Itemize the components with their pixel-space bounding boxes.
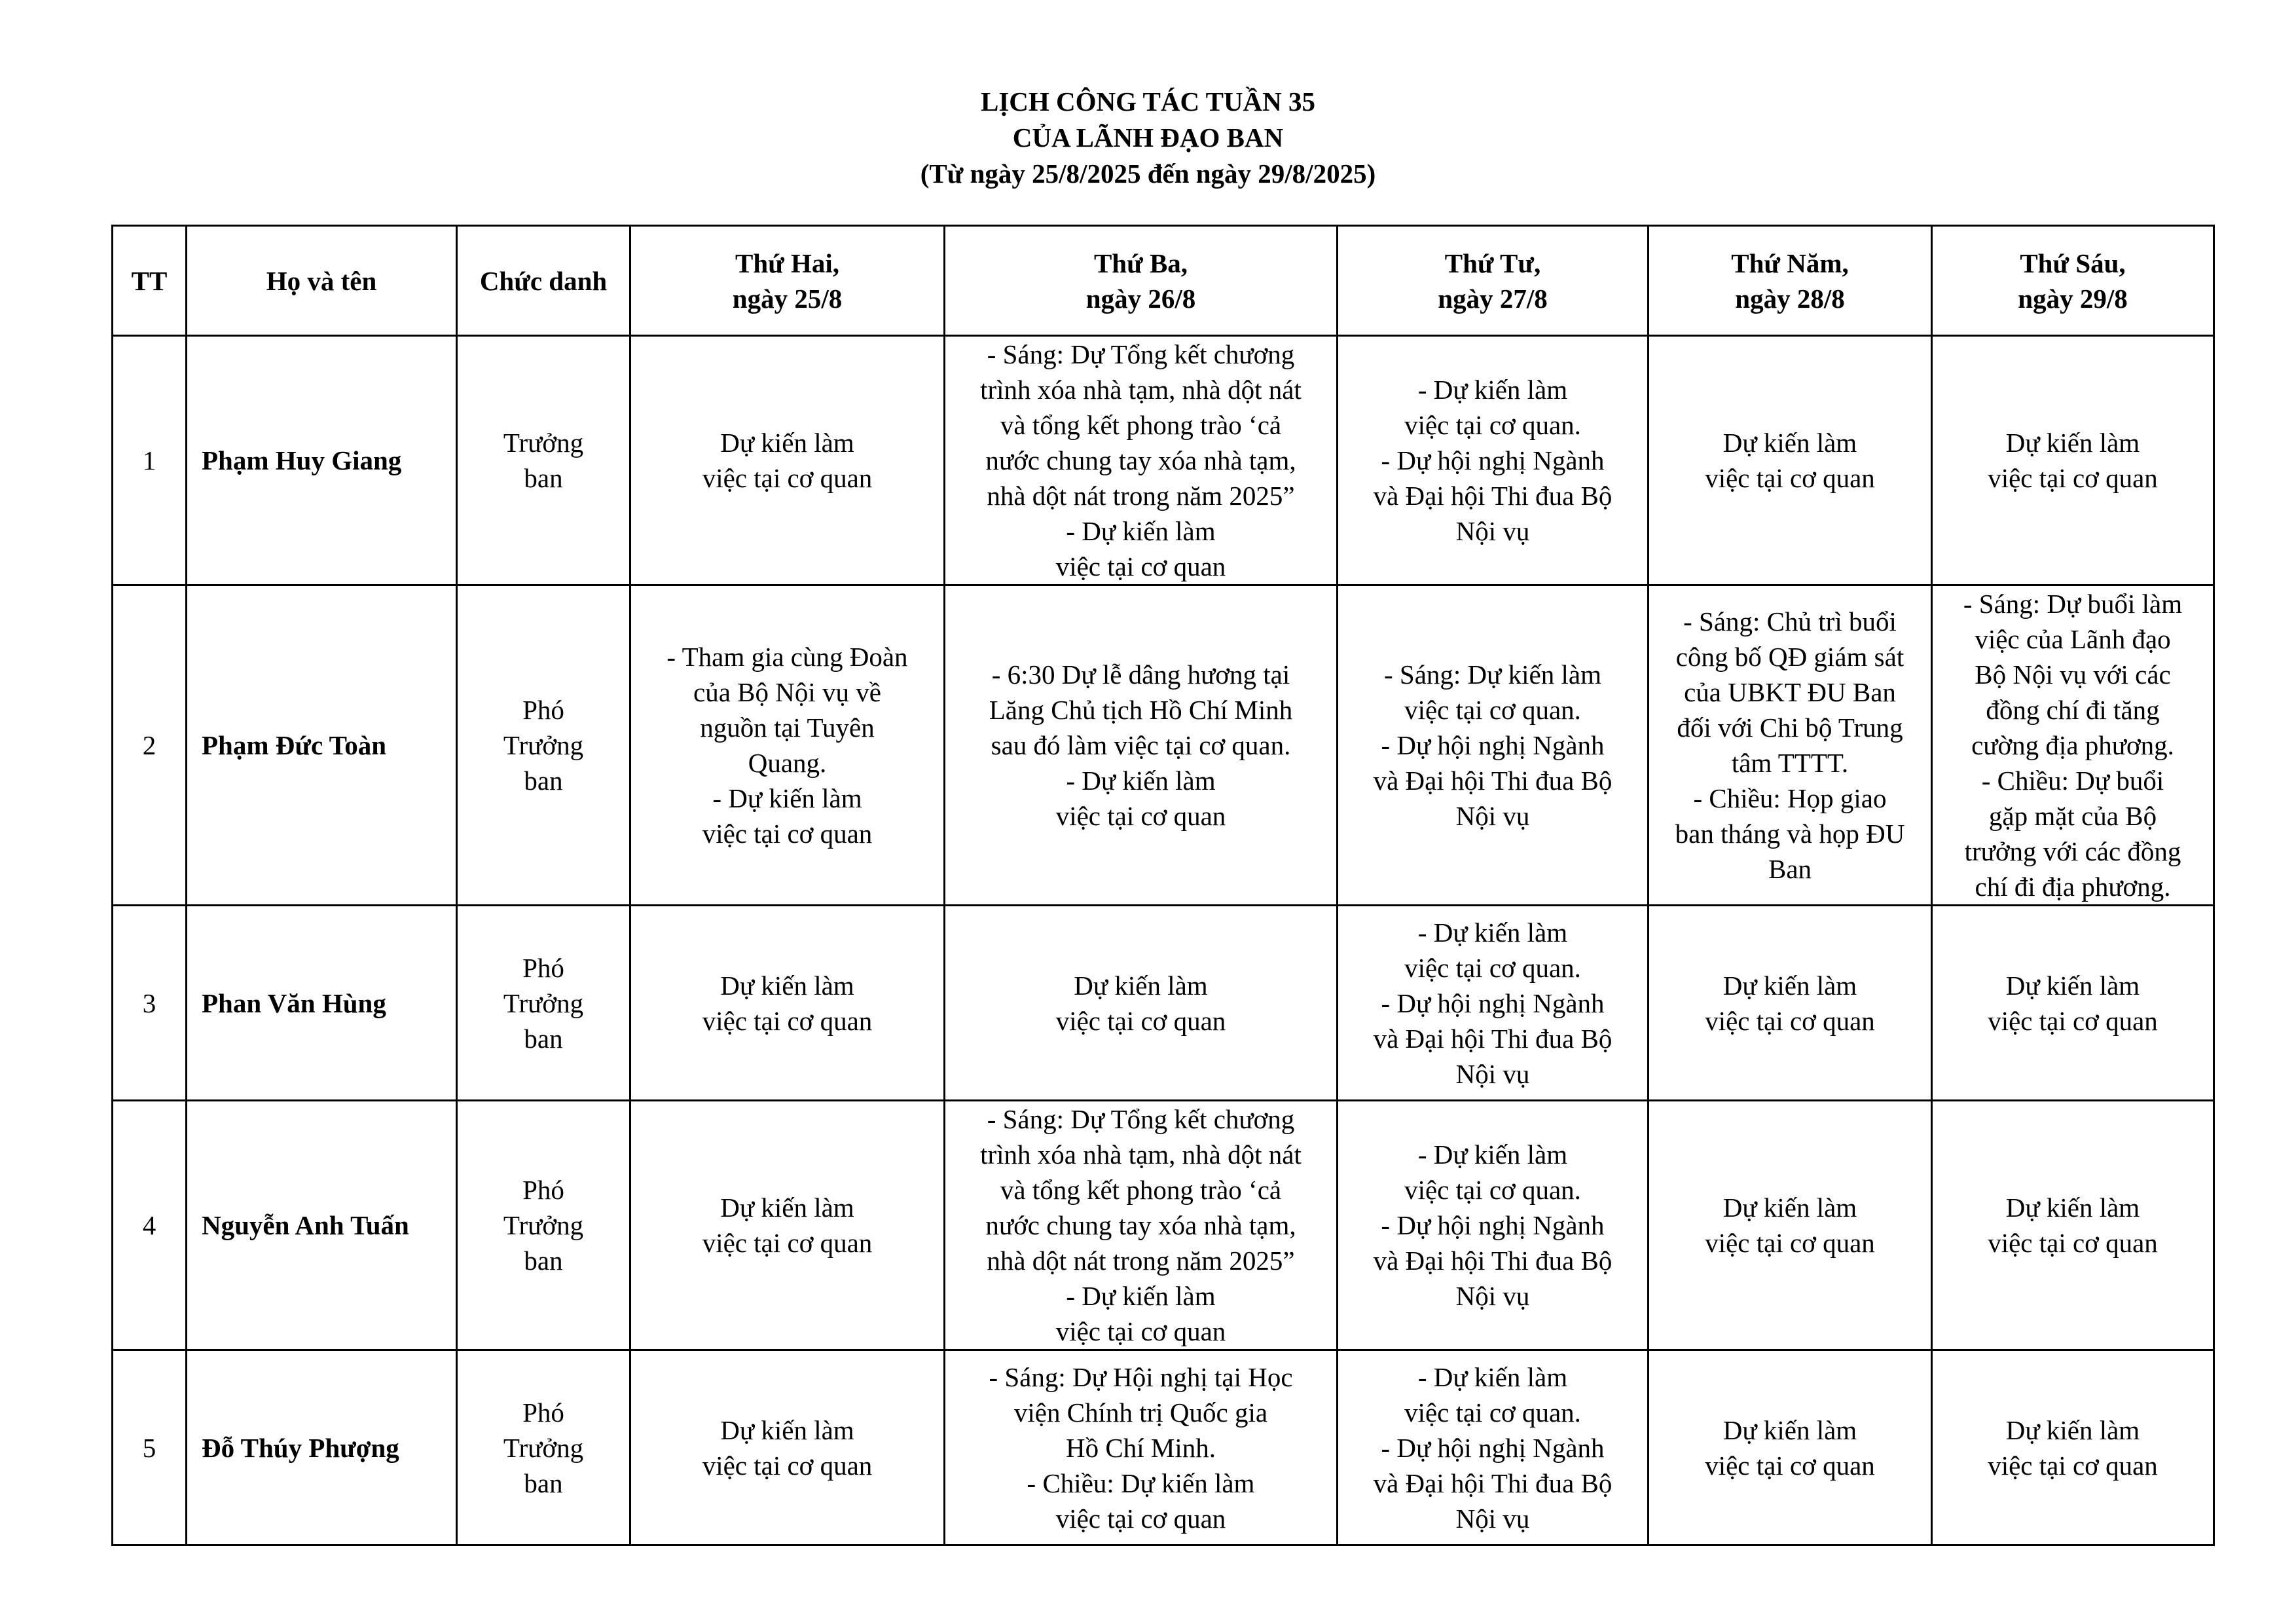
header-text: ngày 26/8: [1085, 283, 1196, 314]
schedule-text: Hồ Chí Minh.: [1066, 1432, 1216, 1463]
header-text: Thứ Hai,: [735, 248, 840, 278]
schedule-text: và Đại hội Thi đua Bộ: [1373, 1023, 1613, 1054]
header-col-friday: [1932, 226, 2214, 336]
schedule-text: việc tại cơ quan.: [1404, 695, 1581, 725]
schedule-text: Ban: [1768, 854, 1812, 884]
schedule-text: trưởng với các đồng: [1964, 836, 2181, 866]
schedule-text: - Dự kiến làm: [1066, 516, 1216, 546]
schedule-text: việc tại cơ quan: [1055, 1503, 1226, 1534]
table-row: [113, 336, 2214, 585]
schedule-text: công bố QĐ giám sát: [1675, 642, 1904, 672]
schedule-cell-friday: [1932, 906, 2214, 1101]
schedule-text: nhà dột nát trong năm 2025”: [987, 1246, 1295, 1276]
schedule-text: việc tại cơ quan: [1705, 1228, 1875, 1258]
schedule-text: - Sáng: Chủ trì buổi: [1683, 606, 1897, 637]
header-col-monday: [630, 226, 945, 336]
schedule-text: - Dự hội nghị Ngành: [1381, 987, 1605, 1018]
schedule-text: của Bộ Nội vụ về: [693, 677, 881, 707]
schedule-text: việc tại cơ quan: [702, 1005, 873, 1036]
schedule-text: Dự kiến làm: [2005, 1414, 2140, 1445]
table-row: [113, 906, 2214, 1101]
header-col-tuesday: [945, 226, 1338, 336]
row-number: 3: [113, 906, 187, 1101]
header-col-thursday: [1649, 226, 1932, 336]
schedule-text: Bộ Nội vụ với các: [1975, 659, 2171, 690]
title-text: Trưởng: [503, 1432, 584, 1463]
schedule-text: - 6:30 Dự lễ dâng hương tại: [991, 659, 1290, 690]
schedule-text: - Dự hội nghị Ngành: [1381, 445, 1605, 475]
schedule-text: Nội vụ: [1455, 1281, 1530, 1311]
schedule-cell-monday: [630, 585, 945, 906]
row-number: 2: [113, 585, 187, 906]
schedule-text: Quang.: [748, 748, 827, 778]
schedule-text: - Dự kiến làm: [1417, 917, 1568, 948]
schedule-text: và Đại hội Thi đua Bộ: [1373, 1246, 1613, 1276]
header-text: Thứ Sáu,: [2020, 248, 2126, 278]
title-text: ban: [524, 463, 563, 493]
schedule-text: - Sáng: Dự Hội nghị tại Học: [989, 1361, 1293, 1392]
date-range: (Từ ngày 25/8/2025 đến ngày 29/8/2025): [920, 158, 1376, 189]
schedule-text: việc tại cơ quan.: [1404, 1397, 1581, 1428]
schedule-text: và Đại hội Thi đua Bộ: [1373, 1467, 1613, 1498]
schedule-text: ban tháng và họp ĐU: [1675, 819, 1905, 849]
schedule-text: - Sáng: Dự buổi làm: [1963, 589, 2183, 619]
schedule-text: - Chiều: Họp giao: [1693, 783, 1887, 813]
schedule-cell-wednesday: [1338, 1350, 1649, 1545]
schedule-text: nước chung tay xóa nhà tạm,: [985, 445, 1296, 475]
header-text: Họ và tên: [266, 265, 377, 296]
schedule-text: trình xóa nhà tạm, nhà dột nát: [980, 375, 1302, 405]
table-body: [113, 336, 2214, 1545]
schedule-text: Dự kiến làm: [720, 1192, 854, 1223]
schedule-text: việc tại cơ quan.: [1404, 410, 1581, 440]
schedule-text: của UBKT ĐU Ban: [1684, 677, 1896, 707]
schedule-text: Dự kiến làm: [2005, 428, 2140, 458]
person-title: [457, 1350, 630, 1545]
schedule-text: nước chung tay xóa nhà tạm,: [985, 1210, 1296, 1240]
person-name: Nguyễn Anh Tuấn: [187, 1101, 457, 1350]
header-text: ngày 29/8: [2018, 283, 2128, 314]
schedule-text: - Dự kiến làm: [1066, 766, 1216, 796]
schedule-cell-thursday: [1649, 906, 1932, 1101]
person-title: [457, 906, 630, 1101]
schedule-text: và tổng kết phong trào ‘cả: [1000, 410, 1282, 440]
schedule-text: Lăng Chủ tịch Hồ Chí Minh: [989, 695, 1293, 725]
schedule-text: - Dự hội nghị Ngành: [1381, 1210, 1605, 1240]
schedule-text: và tổng kết phong trào ‘cả: [1000, 1175, 1282, 1205]
title-text: Trưởng: [503, 730, 584, 760]
schedule-cell-wednesday: [1338, 336, 1649, 585]
schedule-text: việc tại cơ quan: [702, 819, 873, 849]
schedule-cell-monday: [630, 1350, 945, 1545]
header-col-wednesday: [1338, 226, 1649, 336]
schedule-text: - Sáng: Dự kiến làm: [1384, 659, 1601, 690]
header-text: ngày 25/8: [732, 283, 843, 314]
schedule-text: việc tại cơ quan: [1705, 1005, 1875, 1036]
schedule-text: Dự kiến làm: [2005, 1192, 2140, 1223]
schedule-text: - Dự kiến làm: [1417, 375, 1568, 405]
schedule-text: việc tại cơ quan: [1705, 463, 1875, 493]
schedule-text: - Dự kiến làm: [712, 783, 862, 813]
schedule-text: việc tại cơ quan: [1055, 801, 1226, 831]
schedule-cell-wednesday: [1338, 906, 1649, 1101]
row-number: 4: [113, 1101, 187, 1350]
schedule-text: Nội vụ: [1455, 801, 1530, 831]
schedule-text: Dự kiến làm: [2005, 970, 2140, 1001]
schedule-cell-tuesday: [945, 585, 1338, 906]
schedule-text: việc tại cơ quan: [1988, 463, 2158, 493]
header-text: Thứ Ba,: [1093, 248, 1188, 278]
schedule-text: Dự kiến làm: [720, 970, 854, 1001]
schedule-text: cường địa phương.: [1971, 730, 2174, 760]
title-text: Trưởng: [503, 987, 584, 1018]
row-number: 5: [113, 1350, 187, 1545]
schedule-text: tâm TTTT.: [1731, 748, 1849, 778]
schedule-cell-thursday: [1649, 1101, 1932, 1350]
person-title: [457, 336, 630, 585]
schedule-cell-tuesday: [945, 336, 1338, 585]
header-text: Thứ Năm,: [1731, 248, 1849, 278]
schedule-text: đồng chí đi tăng: [1986, 695, 2160, 725]
header-text: Chức danh: [479, 265, 608, 296]
schedule-subtitle: CỦA LÃNH ĐẠO BAN: [1012, 122, 1284, 153]
schedule-text: việc tại cơ quan: [1988, 1228, 2158, 1258]
schedule-text: việc tại cơ quan: [702, 1228, 873, 1258]
schedule-text: Dự kiến làm: [720, 428, 854, 458]
schedule-text: việc tại cơ quan: [702, 463, 873, 493]
schedule-text: nguồn tại Tuyên: [700, 712, 875, 743]
schedule-text: Nội vụ: [1455, 1503, 1530, 1534]
schedule-text: - Dự hội nghị Ngành: [1381, 730, 1605, 760]
schedule-text: Nội vụ: [1455, 1058, 1530, 1089]
schedule-text: nhà dột nát trong năm 2025”: [987, 481, 1295, 511]
schedule-text: việc tại cơ quan: [1988, 1450, 2158, 1481]
schedule-text: - Sáng: Dự Tổng kết chương: [987, 1104, 1295, 1134]
schedule-text: đối với Chi bộ Trung: [1677, 712, 1903, 743]
header-text: TT: [131, 265, 168, 296]
person-title: [457, 1101, 630, 1350]
schedule-text: việc của Lãnh đạo: [1975, 624, 2171, 654]
schedule-cell-wednesday: [1338, 1101, 1649, 1350]
schedule-table: [111, 225, 2215, 1546]
schedule-cell-friday: [1932, 1101, 2214, 1350]
schedule-cell-wednesday: [1338, 585, 1649, 906]
person-title: [457, 585, 630, 906]
schedule-text: và Đại hội Thi đua Bộ: [1373, 481, 1613, 511]
schedule-text: việc tại cơ quan: [1055, 1316, 1226, 1346]
title-text: Phó: [522, 952, 564, 983]
schedule-cell-friday: [1932, 336, 2214, 585]
schedule-cell-tuesday: [945, 906, 1338, 1101]
schedule-text: - Dự hội nghị Ngành: [1381, 1432, 1605, 1463]
title-text: ban: [524, 1023, 563, 1054]
header-col-tt: [113, 226, 187, 336]
header-col-title: [457, 226, 630, 336]
schedule-cell-thursday: [1649, 1350, 1932, 1545]
schedule-cell-tuesday: [945, 1101, 1338, 1350]
schedule-text: Dự kiến làm: [1722, 1414, 1857, 1445]
schedule-text: sau đó làm việc tại cơ quan.: [991, 730, 1291, 760]
document-header: [0, 84, 2296, 192]
schedule-text: - Dự kiến làm: [1417, 1361, 1568, 1392]
schedule-text: việc tại cơ quan.: [1404, 1175, 1581, 1205]
schedule-cell-tuesday: [945, 1350, 1338, 1545]
schedule-text: - Dự kiến làm: [1417, 1139, 1568, 1170]
title-text: ban: [524, 1467, 563, 1498]
schedule-text: - Sáng: Dự Tổng kết chương: [987, 339, 1295, 369]
schedule-text: Dự kiến làm: [720, 1414, 854, 1445]
schedule-cell-thursday: [1649, 336, 1932, 585]
schedule-text: Nội vụ: [1455, 516, 1530, 546]
title-text: Phó: [522, 1397, 564, 1428]
row-number: 1: [113, 336, 187, 585]
schedule-text: - Dự kiến làm: [1066, 1281, 1216, 1311]
schedule-text: Dự kiến làm: [1722, 970, 1857, 1001]
header-text: ngày 28/8: [1735, 283, 1845, 314]
schedule-text: và Đại hội Thi đua Bộ: [1373, 766, 1613, 796]
title-text: Phó: [522, 1175, 564, 1205]
table-row: [113, 585, 2214, 906]
schedule-cell-monday: [630, 906, 945, 1101]
title-text: ban: [524, 766, 563, 796]
schedule-cell-friday: [1932, 585, 2214, 906]
schedule-cell-thursday: [1649, 585, 1932, 906]
header-text: Thứ Tư,: [1444, 248, 1541, 278]
schedule-text: - Chiều: Dự buổi: [1981, 766, 2164, 796]
person-name: Đỗ Thúy Phượng: [187, 1350, 457, 1545]
person-name: Phạm Đức Toàn: [187, 585, 457, 906]
schedule-cell-monday: [630, 336, 945, 585]
schedule-text: viện Chính trị Quốc gia: [1013, 1397, 1268, 1428]
schedule-text: Dự kiến làm: [1074, 970, 1208, 1001]
schedule-text: việc tại cơ quan: [1055, 1005, 1226, 1036]
schedule-text: việc tại cơ quan.: [1404, 952, 1581, 983]
schedule-title: LỊCH CÔNG TÁC TUẦN 35: [980, 86, 1316, 117]
schedule-text: Dự kiến làm: [1722, 1192, 1857, 1223]
header-col-name: [187, 226, 457, 336]
person-name: Phạm Huy Giang: [187, 336, 457, 585]
schedule-text: chí đi địa phương.: [1975, 872, 2171, 902]
schedule-text: Dự kiến làm: [1722, 428, 1857, 458]
schedule-text: việc tại cơ quan: [1055, 551, 1226, 581]
table-header-row: [113, 226, 2214, 336]
table-row: [113, 1350, 2214, 1545]
schedule-cell-friday: [1932, 1350, 2214, 1545]
schedule-text: trình xóa nhà tạm, nhà dột nát: [980, 1139, 1302, 1170]
title-text: Trưởng: [503, 428, 584, 458]
title-text: Trưởng: [503, 1210, 584, 1240]
schedule-text: việc tại cơ quan: [1988, 1005, 2158, 1036]
schedule-text: - Chiều: Dự kiến làm: [1027, 1467, 1255, 1498]
schedule-cell-monday: [630, 1101, 945, 1350]
schedule-text: việc tại cơ quan: [1705, 1450, 1875, 1481]
title-text: ban: [524, 1246, 563, 1276]
person-name: Phan Văn Hùng: [187, 906, 457, 1101]
table-row: [113, 1101, 2214, 1350]
schedule-text: - Tham gia cùng Đoàn: [666, 642, 908, 672]
schedule-text: việc tại cơ quan: [702, 1450, 873, 1481]
schedule-text: gặp mặt của Bộ: [1988, 801, 2157, 831]
title-text: Phó: [522, 695, 564, 725]
header-text: ngày 27/8: [1438, 283, 1548, 314]
